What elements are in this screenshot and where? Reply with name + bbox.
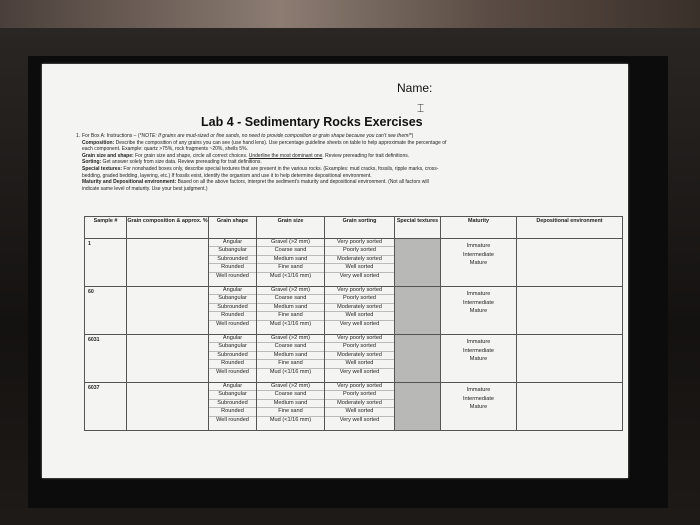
maturity-cell [441,239,517,287]
grain-size-cell [257,335,325,383]
table-row [85,287,623,335]
grain-size-cell-option[interactable]: Fine sand [257,360,324,368]
grain-size-cell-option[interactable]: Fine sand [257,264,324,272]
grain-size-cell-option[interactable]: Coarse sand [257,247,324,255]
instruction-line-9: indicate same level of maturity. Use your best judgment.) [82,185,208,192]
grain-shape-cell-option[interactable]: Subrounded [209,304,256,312]
grain-sorting-cell-option[interactable]: Poorly sorted [325,247,394,255]
special-textures-cell [395,335,441,383]
grain-sorting-cell-option[interactable]: Very well sorted [339,416,380,423]
maturity-option[interactable]: Immature [466,387,491,393]
grain-sorting-cell-option[interactable]: Moderately sorted [325,352,394,360]
grain-shape-cell-option[interactable]: Rounded [209,360,256,368]
grain-size-cell-option[interactable]: Fine sand [257,312,324,320]
instruction-line-6: Special textures: For nonshaded boxes only, describe special textures that are present in the various rocks. (Examples: mud cracks, fossils, ripple marks, cross- [82,165,439,172]
composition-cell[interactable] [127,239,209,287]
maturity-option[interactable]: Mature [469,260,488,267]
maturity-option[interactable]: Intermediate [462,299,495,306]
header-environment: Depositional environment [517,217,623,239]
table-row [85,335,623,383]
grain-shape-cell-option[interactable]: Subangular [209,343,256,351]
grain-shape-cell-option[interactable]: Well rounded [216,368,249,375]
rock-data-table [84,216,623,431]
grain-sorting-cell-option[interactable]: Very poorly sorted [325,335,394,343]
grain-size-cell [257,383,325,431]
table-row [85,383,623,431]
grain-shape-cell-option[interactable]: Subrounded [209,256,256,264]
header-sorting: Grain sorting [325,217,395,239]
sample-number-cell: 60 [85,287,127,335]
instruction-number: 1. [76,133,81,139]
grain-shape-cell-option[interactable]: Rounded [209,264,256,272]
grain-shape-cell-option[interactable]: Angular [209,239,256,247]
grain-size-cell [257,239,325,287]
grain-sorting-cell-option[interactable]: Well sorted [325,408,394,416]
special-textures-cell [395,287,441,335]
maturity-option[interactable]: Intermediate [462,347,495,354]
background-wall [0,0,700,30]
header-composition: Grain composition & approx. % [127,217,209,239]
grain-shape-cell-option[interactable]: Subangular [209,247,256,255]
grain-shape-cell-option[interactable]: Well rounded [216,320,249,327]
grain-sorting-cell-option[interactable]: Very poorly sorted [325,287,394,295]
grain-sorting-cell-option[interactable]: Very well sorted [339,320,380,327]
grain-sorting-cell-option[interactable]: Very well sorted [339,272,380,279]
table-header-row [85,217,623,239]
grain-sorting-cell-option[interactable]: Very well sorted [339,368,380,375]
grain-sorting-cell-option[interactable]: Moderately sorted [325,400,394,408]
sample-number-cell: 1 [85,239,127,287]
table-row [85,239,623,287]
grain-sorting-cell-option[interactable]: Well sorted [325,264,394,272]
grain-shape-cell-option[interactable]: Rounded [209,312,256,320]
header-maturity: Maturity [441,217,517,239]
grain-sorting-cell-option[interactable]: Well sorted [325,312,394,320]
instruction-line-5: Sorting: Get answer solely from size data. Review prereading for trait definitions. [82,159,262,166]
text-cursor-icon: ⌶ [417,101,425,115]
instruction-line-3: each component. Example: quartz >75%, rock fragments ~20%, shells 5%. [82,146,248,153]
grain-sorting-cell-option[interactable]: Poorly sorted [325,295,394,303]
grain-shape-cell [209,239,257,287]
grain-shape-cell-option[interactable]: Subrounded [209,400,256,408]
header-size: Grain size [257,217,325,239]
grain-size-cell-option[interactable]: Coarse sand [257,343,324,351]
instructions-block [76,133,627,192]
grain-size-cell-option[interactable]: Medium sand [257,352,324,360]
maturity-option[interactable]: Intermediate [462,251,495,258]
grain-shape-cell [209,335,257,383]
grain-shape-cell [209,287,257,335]
grain-sorting-cell-option[interactable]: Moderately sorted [325,256,394,264]
depositional-environment-cell[interactable] [517,383,623,431]
instruction-line-7: bedding, graded bedding, layering, etc.) If fossils exist, identify the organism and use it to help determine depositional environment. [82,172,372,179]
name-label: Name: [397,81,433,95]
grain-shape-cell-option[interactable]: Angular [209,335,256,343]
grain-size-cell-option[interactable]: Gravel (>2 mm) [257,287,324,295]
composition-cell[interactable] [127,287,209,335]
maturity-option[interactable]: Immature [466,291,491,297]
depositional-environment-cell[interactable] [517,287,623,335]
grain-shape-cell [209,383,257,431]
maturity-option[interactable]: Immature [466,339,491,345]
grain-sorting-cell [325,239,395,287]
page-title: Lab 4 - Sedimentary Rocks Exercises [201,115,423,129]
depositional-environment-cell[interactable] [517,335,623,383]
grain-size-cell-option[interactable]: Fine sand [257,408,324,416]
sample-number-cell: 6037 [85,383,127,431]
grain-sorting-cell-option[interactable]: Poorly sorted [325,391,394,399]
maturity-option[interactable]: Immature [466,243,491,249]
maturity-cell [441,383,517,431]
grain-size-cell-option[interactable]: Coarse sand [257,391,324,399]
grain-size-cell-option[interactable]: Medium sand [257,400,324,408]
instruction-line-8: Maturity and Depositional environment: Based on all the above factors, interpret the sediment’s maturity and depositional environment. (Not all factors will [82,179,429,186]
grain-shape-cell-option[interactable]: Angular [209,383,256,391]
maturity-option[interactable]: Mature [469,356,488,363]
composition-cell[interactable] [127,383,209,431]
special-textures-cell [395,383,441,431]
grain-size-cell-option[interactable]: Mud (<1/16 mm) [269,320,312,327]
header-sample: Sample # [85,217,127,239]
grain-sorting-cell [325,287,395,335]
grain-size-cell-option[interactable]: Gravel (>2 mm) [257,335,324,343]
sample-number-cell: 6031 [85,335,127,383]
depositional-environment-cell[interactable] [517,239,623,287]
grain-sorting-cell-option[interactable]: Well sorted [325,360,394,368]
maturity-option[interactable]: Intermediate [462,395,495,402]
maturity-cell [441,287,517,335]
grain-sorting-cell [325,335,395,383]
grain-size-cell-option[interactable]: Mud (<1/16 mm) [269,368,312,375]
header-textures: Special textures [395,217,441,239]
grain-size-cell-option[interactable]: Gravel (>2 mm) [257,239,324,247]
grain-size-cell [257,287,325,335]
grain-sorting-cell-option[interactable]: Very poorly sorted [325,383,394,391]
grain-size-cell-option[interactable]: Mud (<1/16 mm) [269,416,312,423]
grain-sorting-cell-option[interactable]: Moderately sorted [325,304,394,312]
grain-size-cell-option[interactable]: Medium sand [257,304,324,312]
grain-shape-cell-option[interactable]: Well rounded [216,272,249,279]
grain-sorting-cell-option[interactable]: Poorly sorted [325,343,394,351]
maturity-option[interactable]: Mature [469,404,488,411]
grain-shape-cell-option[interactable]: Subangular [209,295,256,303]
grain-size-cell-option[interactable]: Medium sand [257,256,324,264]
grain-shape-cell-option[interactable]: Subangular [209,391,256,399]
grain-sorting-cell [325,383,395,431]
instruction-line-2: Composition: Describe the composition of any grains you can see (use hand lens). Use percentage guideline sheets on table to help approximate the percentage of [82,139,447,146]
instruction-line-1: For Box A: Instructions – (*NOTE: If grains are mud-sized or fine sands, no need to provide composition or grain shape because you can’t see them!*) [82,133,414,139]
maturity-cell [441,335,517,383]
document-page [42,64,628,478]
maturity-option[interactable]: Mature [469,308,488,315]
instruction-line-4: Grain size and shape: For grain size and shape, circle all correct choices. Underline the most dominant one. Review prereading for trait definitions. [82,152,410,159]
grain-shape-cell-option[interactable]: Subrounded [209,352,256,360]
grain-sorting-cell-option[interactable]: Very poorly sorted [325,239,394,247]
composition-cell[interactable] [127,335,209,383]
grain-shape-cell-option[interactable]: Rounded [209,408,256,416]
grain-size-cell-option[interactable]: Gravel (>2 mm) [257,383,324,391]
special-textures-cell [395,239,441,287]
grain-shape-cell-option[interactable]: Angular [209,287,256,295]
grain-size-cell-option[interactable]: Coarse sand [257,295,324,303]
grain-shape-cell-option[interactable]: Well rounded [216,416,249,423]
header-shape: Grain shape [209,217,257,239]
grain-size-cell-option[interactable]: Mud (<1/16 mm) [269,272,312,279]
